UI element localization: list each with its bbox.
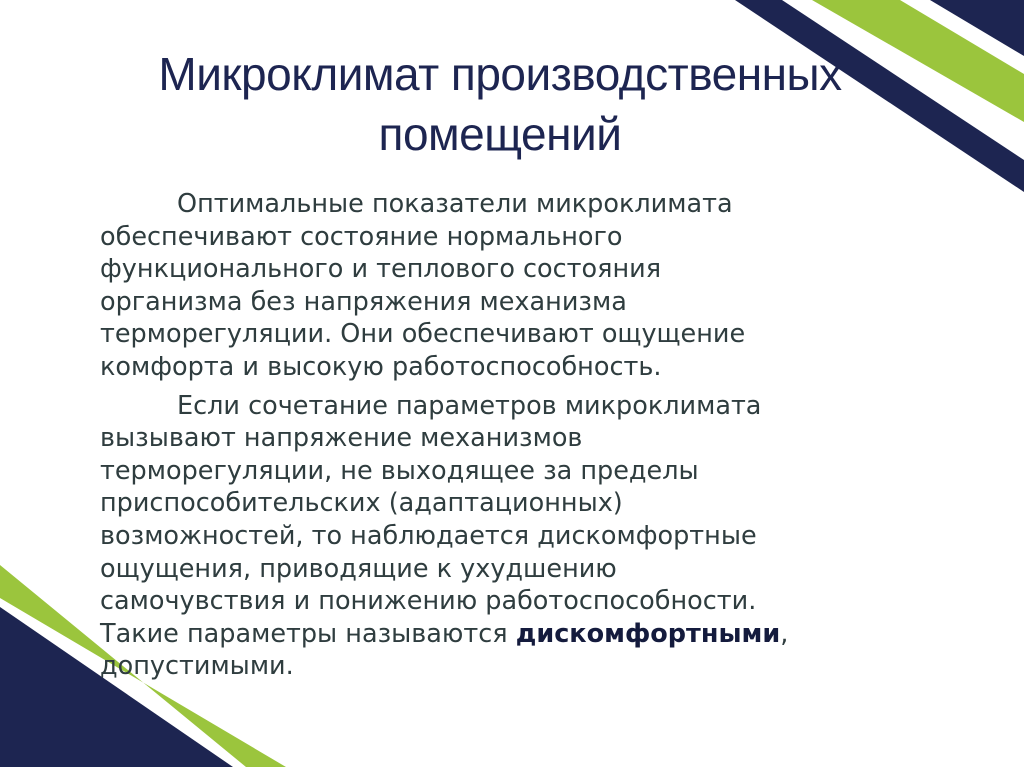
text-line: организма без напряжения механизма [100, 286, 627, 317]
text-line: терморегуляции, не выходящее за пределы [100, 455, 699, 486]
slide-title [60, 44, 940, 164]
title-line-2: помещений [378, 108, 622, 160]
text-line: вызывают напряжение механизмов [100, 423, 583, 454]
title-line-1: Микроклимат производственных [158, 48, 842, 100]
slide-body [100, 188, 960, 689]
text-line: терморегуляции. Они обеспечивают ощущение [100, 319, 746, 350]
text-line: Если сочетание параметров микроклимата [177, 390, 762, 421]
emphasis-term: дискомфортными [515, 618, 781, 649]
text-line-with-emphasis [100, 618, 960, 651]
paragraph-optimal [100, 188, 960, 384]
text-line: Оптимальные показатели микроклимата [177, 189, 733, 219]
text-line: ощущения, приводящие к ухудшению [100, 553, 617, 584]
text-fragment: Такие параметры называются [100, 618, 516, 649]
text-line: комфорта и высокую работоспособность. [100, 351, 662, 382]
text-line: возможностей, то наблюдается дискомфортные [100, 520, 757, 551]
text-line: допустимыми. [100, 651, 294, 682]
text-fragment: , [780, 618, 789, 649]
text-line: обеспечивают состояние нормального [100, 221, 623, 252]
paragraph-discomfort [100, 390, 960, 683]
text-line: самочувствия и понижению работоспособности. [100, 586, 757, 617]
text-line: приспособительских (адаптационных) [100, 488, 623, 519]
text-line: функционального и теплового состояния [100, 254, 662, 285]
